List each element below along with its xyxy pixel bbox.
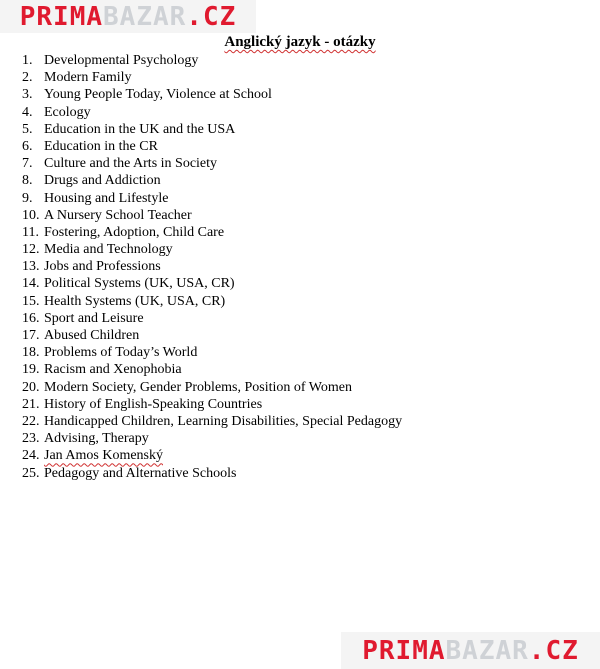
item-number: 18. (22, 345, 40, 361)
item-text: Media and Technology (44, 242, 173, 258)
item-text: Handicapped Children, Learning Disabilities, Special Pedagogy (44, 413, 403, 429)
list-item (22, 344, 402, 361)
item-number: 1. (22, 53, 33, 68)
document-title-text: Anglický jazyk - otázky (224, 34, 376, 50)
item-text: Education in the CR (44, 138, 158, 154)
list-item (22, 86, 402, 103)
item-text: History of English-Speaking Countries (44, 396, 263, 412)
item-text: Ecology (44, 104, 91, 120)
list-item (22, 258, 402, 275)
list-item (22, 207, 402, 224)
item-number: 5. (22, 121, 33, 137)
list-item (22, 172, 402, 189)
item-number: 16. (22, 310, 40, 326)
list-item (22, 155, 402, 172)
item-text: Jobs and Professions (44, 259, 161, 275)
item-number: 4. (22, 104, 33, 120)
item-text: Advising, Therapy (44, 431, 149, 447)
item-text: Jan Amos Komenský (44, 448, 163, 464)
item-number: 23. (22, 431, 40, 447)
item-text: Housing and Lifestyle (44, 190, 169, 206)
item-number: 8. (22, 173, 33, 189)
item-number: 12. (22, 242, 40, 258)
item-number: 10. (22, 207, 40, 223)
watermark-part-prima: PRIMA (19, 1, 104, 32)
watermark-part-bazar: BAZAR (103, 1, 187, 32)
item-number: 19. (22, 362, 40, 378)
item-text: Sport and Leisure (44, 310, 144, 326)
item-text: Political Systems (UK, USA, CR) (44, 276, 235, 292)
item-text: Fostering, Adoption, Child Care (44, 224, 225, 240)
item-number: 14. (22, 276, 40, 292)
list-item (22, 396, 402, 413)
item-number: 2. (22, 70, 33, 86)
list-item (22, 379, 402, 396)
item-text: Modern Society, Gender Problems, Position of Women (44, 379, 353, 395)
item-text: Education in the UK and the USA (44, 121, 236, 137)
list-item (22, 241, 402, 258)
watermark-logo-top (0, 0, 256, 33)
list-item (22, 447, 402, 464)
item-number: 20. (22, 379, 40, 395)
list-item (22, 413, 402, 430)
watermark-logo-bottom (341, 632, 600, 669)
list-item (22, 327, 402, 344)
item-text: Health Systems (UK, USA, CR) (44, 293, 226, 309)
item-text: Abused Children (44, 328, 140, 343)
item-number: 17. (22, 328, 40, 343)
item-number: 13. (22, 259, 40, 275)
item-text: Modern Family (44, 70, 132, 86)
item-number: 6. (22, 138, 33, 154)
list-item (22, 190, 402, 207)
item-number: 11. (22, 224, 39, 240)
watermark-part-bazar: BAZAR (445, 635, 529, 666)
list-item (22, 310, 402, 327)
item-text: Problems of Today’s World (44, 345, 198, 361)
item-text: Pedagogy and Alternative Schools (44, 465, 237, 481)
item-text: Young People Today, Violence at School (44, 87, 272, 103)
watermark-part-cz: .CZ (528, 635, 579, 666)
list-item (22, 361, 402, 378)
item-number: 7. (22, 156, 33, 172)
item-text: Drugs and Addiction (44, 173, 161, 189)
list-item (22, 224, 402, 241)
item-text: Racism and Xenophobia (44, 362, 182, 378)
item-text: Developmental Psychology (44, 53, 199, 68)
item-number: 3. (22, 87, 33, 103)
item-text: A Nursery School Teacher (44, 207, 192, 223)
list-item (22, 293, 402, 310)
topic-list (22, 52, 402, 482)
list-item (22, 275, 402, 292)
list-item (22, 138, 402, 155)
list-item (22, 69, 402, 86)
item-text: Culture and the Arts in Society (44, 156, 218, 172)
item-number: 9. (22, 190, 33, 206)
list-item (22, 121, 402, 138)
item-number: 25. (22, 465, 40, 481)
list-item (22, 104, 402, 121)
item-number: 15. (22, 293, 40, 309)
watermark-part-prima: PRIMA (362, 635, 446, 666)
list-item (22, 465, 402, 482)
item-number: 22. (22, 413, 40, 429)
document-title (0, 33, 600, 51)
item-number: 21. (22, 396, 40, 412)
item-number: 24. (22, 448, 40, 464)
watermark-part-cz: .CZ (186, 1, 237, 32)
list-item (22, 430, 402, 447)
list-item (22, 52, 402, 69)
